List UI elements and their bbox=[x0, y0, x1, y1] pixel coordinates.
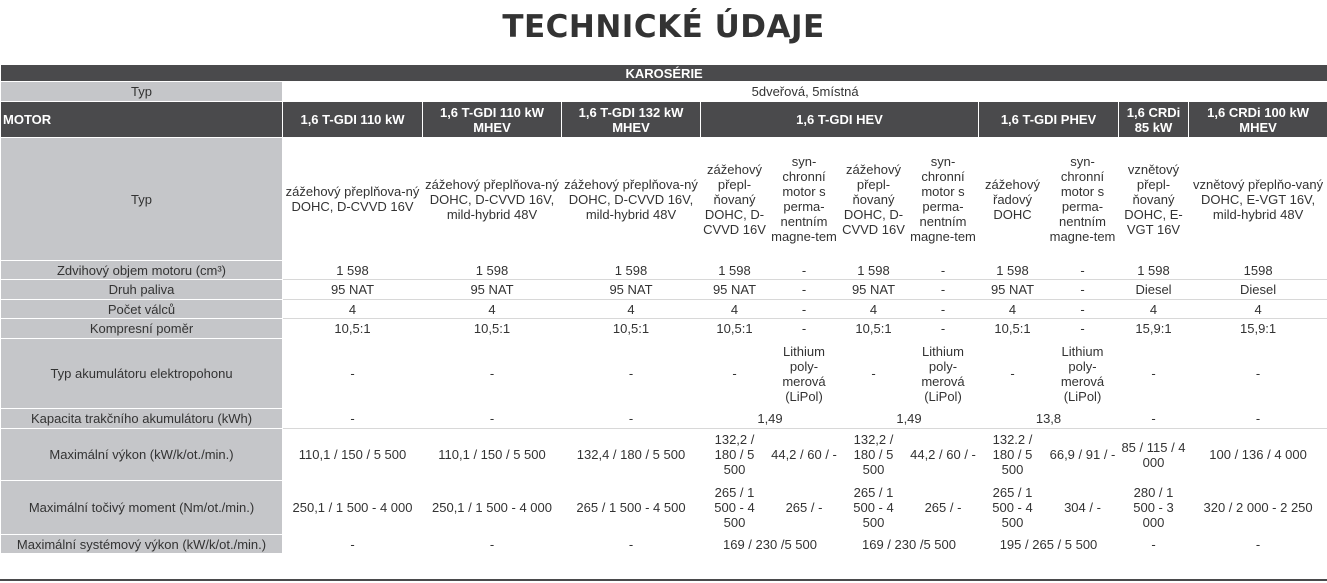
cell-value: 250,1 / 1 500 - 4 000 bbox=[423, 481, 562, 535]
cell-value: 110,1 / 150 / 5 500 bbox=[283, 429, 423, 481]
cell-value: - bbox=[701, 339, 769, 409]
cell-value: 85 / 115 / 4 000 bbox=[1119, 429, 1189, 481]
cell-value: 169 / 230 /5 500 bbox=[840, 535, 979, 554]
row-label: Druh paliva bbox=[1, 280, 283, 300]
cell-value: 1 598 bbox=[979, 261, 1047, 280]
cell-value: zážehový přepl-ňovaný DOHC, D-CVVD 16V bbox=[701, 138, 769, 261]
row-label: Kapacita trakčního akumulátoru (kWh) bbox=[1, 409, 283, 429]
cell-value: - bbox=[769, 261, 840, 280]
engine-header: 1,6 T-GDI PHEV bbox=[979, 102, 1119, 138]
page-title: TECHNICKÉ ÚDAJE bbox=[502, 9, 825, 45]
cell-value: - bbox=[908, 280, 979, 300]
row-label: Typ bbox=[1, 82, 283, 102]
cell-value: - bbox=[1119, 339, 1189, 409]
row-komprese bbox=[1, 319, 1327, 339]
motor-header-row bbox=[1, 102, 1327, 138]
engine-header: 1,6 T-GDI HEV bbox=[701, 102, 979, 138]
row-label: Maximální systémový výkon (kW/k/ot./min.) bbox=[1, 535, 283, 554]
technical-data-table bbox=[0, 64, 1327, 554]
cell-value: - bbox=[1119, 535, 1189, 554]
cell-value: 10,5:1 bbox=[562, 319, 701, 339]
cell-value: - bbox=[423, 409, 562, 429]
row-label: Kompresní poměr bbox=[1, 319, 283, 339]
cell-value: 10,5:1 bbox=[283, 319, 423, 339]
cell-value: - bbox=[423, 339, 562, 409]
cell-value: 4 bbox=[701, 300, 769, 319]
cell-value: 4 bbox=[1119, 300, 1189, 319]
row-label: Typ bbox=[1, 138, 283, 261]
row-motor-typ bbox=[1, 138, 1327, 261]
cell-value: - bbox=[562, 535, 701, 554]
cell-value: 265 / 1 500 - 4 500 bbox=[840, 481, 908, 535]
row-label: Maximální točivý moment (Nm/ot./min.) bbox=[1, 481, 283, 535]
cell-value: 15,9:1 bbox=[1189, 319, 1327, 339]
cell-value: 95 NAT bbox=[840, 280, 908, 300]
cell-value: syn-chronní motor s perma-nentním magne-tem bbox=[908, 138, 979, 261]
section-karoserie-label: KAROSÉRIE bbox=[1, 65, 1327, 82]
cell-value: - bbox=[283, 339, 423, 409]
cell-value: 15,9:1 bbox=[1119, 319, 1189, 339]
cell-value: - bbox=[1189, 409, 1327, 429]
cell-value: - bbox=[283, 535, 423, 554]
cell-value: - bbox=[1189, 339, 1327, 409]
cell-value: 304 / - bbox=[1047, 481, 1119, 535]
cell-value: 265 / 1 500 - 4 500 bbox=[562, 481, 701, 535]
cell-value: 265 / - bbox=[908, 481, 979, 535]
engine-header: 1,6 T-GDI 110 kW bbox=[283, 102, 423, 138]
row-label: Zdvihový objem motoru (cm³) bbox=[1, 261, 283, 280]
cell-value: Lithium poly-merová (LiPol) bbox=[769, 339, 840, 409]
cell-value: 4 bbox=[1189, 300, 1327, 319]
row-karoserie-typ bbox=[1, 82, 1327, 102]
cell-value: vznětový přeplňo-vaný DOHC, E-VGT 16V, mild-hybrid 48V bbox=[1189, 138, 1327, 261]
cell-value: 4 bbox=[840, 300, 908, 319]
cell-value: 95 NAT bbox=[979, 280, 1047, 300]
cell-value: - bbox=[1047, 261, 1119, 280]
cell-value: zážehový řadový DOHC bbox=[979, 138, 1047, 261]
cell-value: 95 NAT bbox=[562, 280, 701, 300]
cell-value: 95 NAT bbox=[283, 280, 423, 300]
cell-value: 1 598 bbox=[562, 261, 701, 280]
row-vykon bbox=[1, 429, 1327, 481]
row-palivo bbox=[1, 280, 1327, 300]
cell-value: 44,2 / 60 / - bbox=[769, 429, 840, 481]
cell-value: 280 / 1 500 - 3 000 bbox=[1119, 481, 1189, 535]
cell-value: - bbox=[562, 339, 701, 409]
engine-header: 1,6 CRDi 100 kW MHEV bbox=[1189, 102, 1327, 138]
cell-value: 1,49 bbox=[840, 409, 979, 429]
cell-value: syn-chronní motor s perma-nentním magne-tem bbox=[1047, 138, 1119, 261]
cell-value: 320 / 2 000 - 2 250 bbox=[1189, 481, 1327, 535]
engine-header: 1,6 T-GDI 132 kW MHEV bbox=[562, 102, 701, 138]
cell-value: 44,2 / 60 / - bbox=[908, 429, 979, 481]
cell-value: 265 / 1 500 - 4 500 bbox=[979, 481, 1047, 535]
cell-value: 1 598 bbox=[423, 261, 562, 280]
cell-value: - bbox=[1047, 300, 1119, 319]
cell-value: Lithium poly-merová (LiPol) bbox=[908, 339, 979, 409]
cell-value: - bbox=[1189, 535, 1327, 554]
cell-value: - bbox=[1119, 409, 1189, 429]
cell-value: 132,2 / 180 / 5 500 bbox=[701, 429, 769, 481]
cell-value: 1 598 bbox=[701, 261, 769, 280]
cell-value: 265 / - bbox=[769, 481, 840, 535]
cell-value: - bbox=[1047, 280, 1119, 300]
row-kapacita bbox=[1, 409, 1327, 429]
cell-value: 10,5:1 bbox=[840, 319, 908, 339]
cell-value: 4 bbox=[562, 300, 701, 319]
cell-value: 132,2 / 180 / 5 500 bbox=[840, 429, 908, 481]
row-moment bbox=[1, 481, 1327, 535]
cell-value: 169 / 230 /5 500 bbox=[701, 535, 840, 554]
cell-value: 13,8 bbox=[979, 409, 1119, 429]
motor-label: MOTOR bbox=[1, 102, 283, 138]
cell-value: vznětový přepl-ňovaný DOHC, E-VGT 16V bbox=[1119, 138, 1189, 261]
section-karoserie bbox=[1, 65, 1327, 82]
row-label: Počet válců bbox=[1, 300, 283, 319]
engine-header: 1,6 T-GDI 110 kW MHEV bbox=[423, 102, 562, 138]
cell-value: - bbox=[908, 261, 979, 280]
cell-value: - bbox=[840, 339, 908, 409]
cell-value: 265 / 1 500 - 4 500 bbox=[701, 481, 769, 535]
cell-value: - bbox=[769, 319, 840, 339]
cell-value: - bbox=[908, 300, 979, 319]
row-valce bbox=[1, 300, 1327, 319]
cell-value: 95 NAT bbox=[423, 280, 562, 300]
cell-value: Lithium poly-merová (LiPol) bbox=[1047, 339, 1119, 409]
cell-value: 110,1 / 150 / 5 500 bbox=[423, 429, 562, 481]
row-akumulator bbox=[1, 339, 1327, 409]
cell-value: 1598 bbox=[1189, 261, 1327, 280]
bottom-divider bbox=[0, 579, 1327, 581]
cell-value: 1 598 bbox=[1119, 261, 1189, 280]
cell-value: syn-chronní motor s perma-nentním magne-tem bbox=[769, 138, 840, 261]
cell-value: zážehový přepl-ňovaný DOHC, D-CVVD 16V bbox=[840, 138, 908, 261]
cell-value: 5dveřová, 5místná bbox=[283, 82, 1327, 102]
cell-value: - bbox=[769, 300, 840, 319]
cell-value: Diesel bbox=[1189, 280, 1327, 300]
cell-value: - bbox=[423, 535, 562, 554]
cell-value: 10,5:1 bbox=[701, 319, 769, 339]
cell-value: 132,4 / 180 / 5 500 bbox=[562, 429, 701, 481]
cell-value: 1,49 bbox=[701, 409, 840, 429]
row-label: Maximální výkon (kW/k/ot./min.) bbox=[1, 429, 283, 481]
cell-value: Diesel bbox=[1119, 280, 1189, 300]
cell-value: zážehový přeplňova-ný DOHC, D-CVVD 16V bbox=[283, 138, 423, 261]
cell-value: 195 / 265 / 5 500 bbox=[979, 535, 1119, 554]
row-label: Typ akumulátoru elektropohonu bbox=[1, 339, 283, 409]
cell-value: - bbox=[769, 280, 840, 300]
row-system bbox=[1, 535, 1327, 554]
cell-value: 66,9 / 91 / - bbox=[1047, 429, 1119, 481]
cell-value: - bbox=[1047, 319, 1119, 339]
cell-value: 1 598 bbox=[283, 261, 423, 280]
cell-value: 132.2 / 180 / 5 500 bbox=[979, 429, 1047, 481]
cell-value: 4 bbox=[423, 300, 562, 319]
cell-value: zážehový přeplňova-ný DOHC, D-CVVD 16V, mild-hybrid 48V bbox=[423, 138, 562, 261]
cell-value: - bbox=[283, 409, 423, 429]
cell-value: - bbox=[979, 339, 1047, 409]
cell-value: 10,5:1 bbox=[423, 319, 562, 339]
row-objem bbox=[1, 261, 1327, 280]
cell-value: 4 bbox=[283, 300, 423, 319]
cell-value: - bbox=[908, 319, 979, 339]
cell-value: 100 / 136 / 4 000 bbox=[1189, 429, 1327, 481]
cell-value: 10,5:1 bbox=[979, 319, 1047, 339]
cell-value: - bbox=[562, 409, 701, 429]
cell-value: 1 598 bbox=[840, 261, 908, 280]
cell-value: zážehový přeplňova-ný DOHC, D-CVVD 16V, mild-hybrid 48V bbox=[562, 138, 701, 261]
cell-value: 95 NAT bbox=[701, 280, 769, 300]
engine-header: 1,6 CRDi 85 kW bbox=[1119, 102, 1189, 138]
cell-value: 4 bbox=[979, 300, 1047, 319]
cell-value: 250,1 / 1 500 - 4 000 bbox=[283, 481, 423, 535]
